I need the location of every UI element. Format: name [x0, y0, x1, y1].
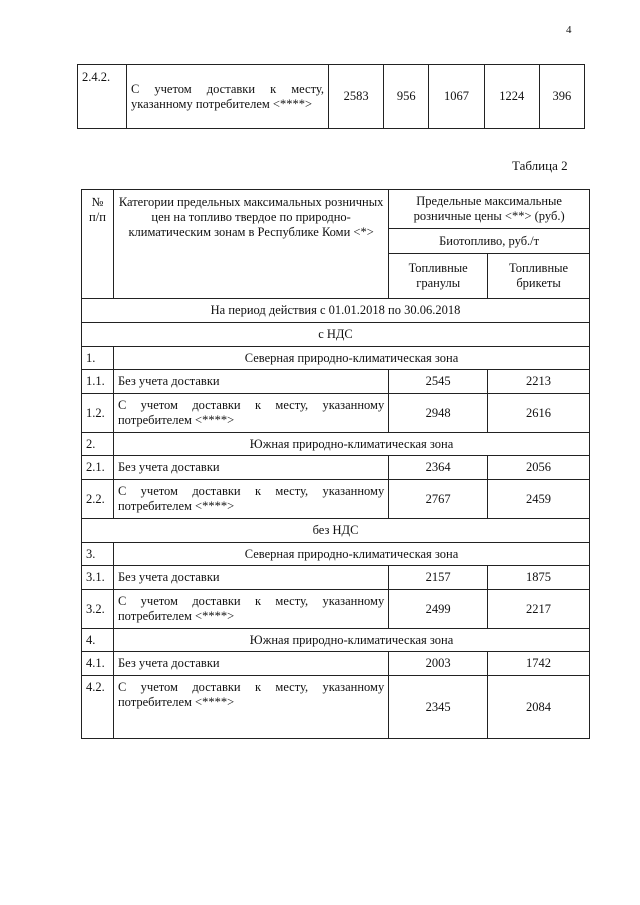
- table-row: [82, 480, 590, 519]
- granules-value: 2364: [389, 456, 488, 480]
- zone-number: 2.: [82, 433, 114, 456]
- granules-value: 2499: [389, 590, 488, 629]
- row-number: 2.4.2.: [78, 65, 127, 129]
- header-category: Категории предельных максимальных розничных цен на топливо твердое по природно-климатическим зонам в Республике Коми <*>: [113, 190, 388, 299]
- briquettes-value: 2217: [488, 590, 590, 629]
- row-number: 2.2.: [82, 480, 114, 519]
- granules-value: 2948: [389, 394, 488, 433]
- header-briquettes: Топливные брикеты: [488, 254, 590, 299]
- row-number: 2.1.: [82, 456, 114, 480]
- zone-name: Северная природно-климатическая зона: [113, 543, 589, 566]
- table-row: [82, 394, 590, 433]
- granules-value: 2767: [389, 480, 488, 519]
- row-category: С учетом доставки к месту, указанному потребителем <****>: [113, 676, 388, 739]
- table-row: [82, 456, 590, 480]
- table-row: [82, 676, 590, 739]
- zone-number: 3.: [82, 543, 114, 566]
- granules-value: 2545: [389, 370, 488, 394]
- header-granules: Топливные гранулы: [389, 254, 488, 299]
- table-caption: Таблица 2: [512, 158, 568, 173]
- zone-row: [82, 629, 590, 652]
- row-number: 4.1.: [82, 652, 114, 676]
- granules-value: 2345: [389, 676, 488, 739]
- granules-value: 2003: [389, 652, 488, 676]
- row-category: Без учета доставки: [113, 566, 388, 590]
- header-biofuel: Биотопливо, руб./т: [389, 229, 590, 254]
- row-number: 1.1.: [82, 370, 114, 394]
- briquettes-value: 2084: [488, 676, 590, 739]
- period-row: [82, 299, 590, 323]
- zone-name: Южная природно-климатическая зона: [113, 433, 589, 456]
- table-row: [82, 590, 590, 629]
- section-row: [82, 519, 590, 543]
- briquettes-value: 2459: [488, 480, 590, 519]
- row-value: 2583: [329, 65, 384, 129]
- zone-name: Южная природно-климатическая зона: [113, 629, 589, 652]
- row-category: С учетом доставки к месту, указанному потребителем <****>: [113, 394, 388, 433]
- table-1-continuation: [77, 64, 585, 129]
- briquettes-value: 2616: [488, 394, 590, 433]
- header-num: № п/п: [82, 190, 114, 299]
- row-value: 1224: [484, 65, 539, 129]
- row-value: 956: [384, 65, 429, 129]
- row-category: С учетом доставки к месту, указанному потребителем <****>: [113, 590, 388, 629]
- period-label: На период действия с 01.01.2018 по 30.06.2018: [82, 299, 590, 323]
- section-label: без НДС: [82, 519, 590, 543]
- granules-value: 2157: [389, 566, 488, 590]
- row-category: Без учета доставки: [113, 652, 388, 676]
- briquettes-value: 2056: [488, 456, 590, 480]
- row-value: 1067: [429, 65, 484, 129]
- row-number: 3.2.: [82, 590, 114, 629]
- row-number: 4.2.: [82, 676, 114, 739]
- zone-number: 1.: [82, 347, 114, 370]
- table-row: [82, 370, 590, 394]
- row-number: 1.2.: [82, 394, 114, 433]
- briquettes-value: 1875: [488, 566, 590, 590]
- section-label: с НДС: [82, 323, 590, 347]
- zone-row: [82, 433, 590, 456]
- row-category: С учетом доставки к месту, указанному потребителем <****>: [127, 65, 329, 129]
- zone-row: [82, 543, 590, 566]
- briquettes-value: 2213: [488, 370, 590, 394]
- page-number: 4: [566, 24, 572, 36]
- row-number: 3.1.: [82, 566, 114, 590]
- row-value: 396: [539, 65, 584, 129]
- row-category: Без учета доставки: [113, 370, 388, 394]
- header-row: [82, 190, 590, 229]
- table-row: [82, 652, 590, 676]
- briquettes-value: 1742: [488, 652, 590, 676]
- header-price: Предельные максимальные розничные цены <**> (руб.): [389, 190, 590, 229]
- row-category: С учетом доставки к месту, указанному потребителем <****>: [113, 480, 388, 519]
- row-category: Без учета доставки: [113, 456, 388, 480]
- zone-name: Северная природно-климатическая зона: [113, 347, 589, 370]
- zone-row: [82, 347, 590, 370]
- zone-number: 4.: [82, 629, 114, 652]
- table-row: [82, 566, 590, 590]
- section-row: [82, 323, 590, 347]
- table-2: [81, 189, 590, 739]
- table-row: [78, 65, 585, 129]
